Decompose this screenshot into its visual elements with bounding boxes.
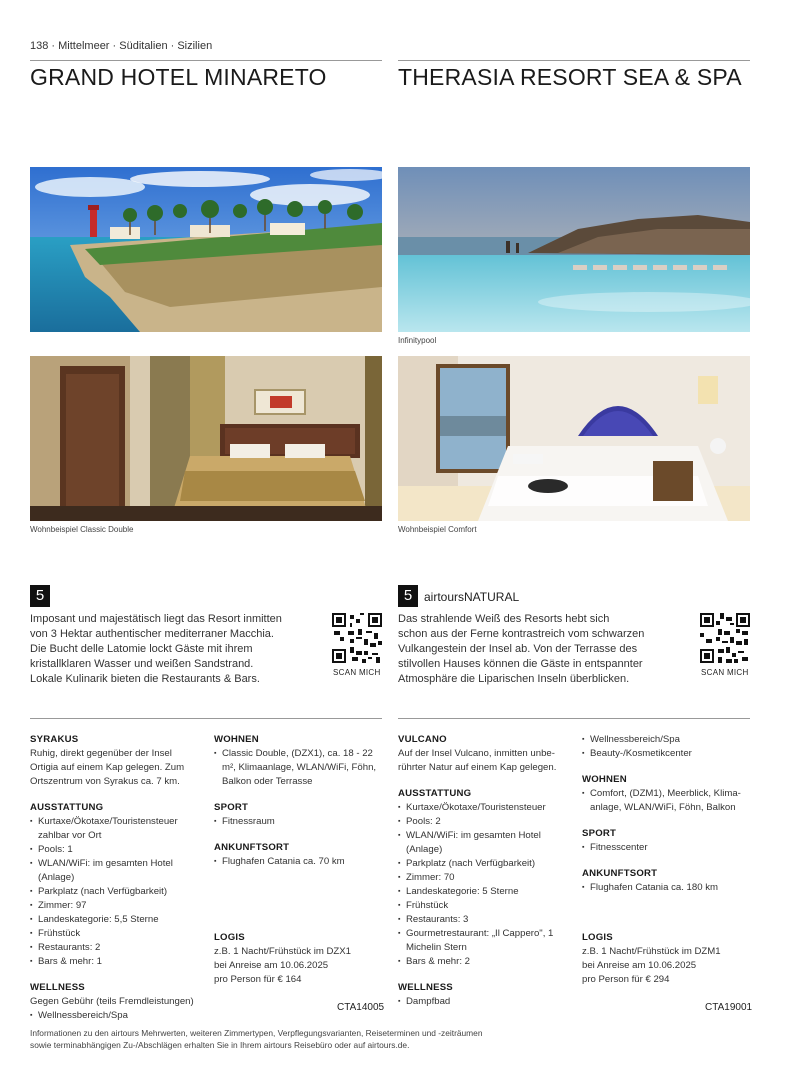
intro-line: schon aus der Ferne kontrastreich vom schwarzen — [398, 628, 645, 640]
list-item: ▪ Gourmetrestaurant: „Il Cappero", 1 Michelin Stern — [398, 927, 570, 955]
left-category-badge: 5 — [30, 585, 50, 607]
left-hotel-title: GRAND HOTEL MINARETO — [30, 64, 327, 90]
wohnen-heading: WOHNEN — [582, 774, 627, 785]
wellness-text: Gegen Gebühr (teils Fremdleistungen) — [30, 996, 194, 1007]
list-item: ▪ Landeskategorie: 5 Sterne — [398, 885, 570, 899]
left-details-col2 — [214, 733, 382, 869]
ausstattung-list — [30, 815, 202, 969]
list-item: ▪ Wellnessbereich/Spa — [582, 733, 750, 747]
intro-line: Vulkangestein der Insel ab. Von der Terrasse des — [398, 643, 638, 655]
wohnen-heading: WOHNEN — [214, 734, 259, 745]
wellness-list — [398, 995, 570, 1009]
ankunft-list — [582, 881, 750, 895]
right-scan-label: SCAN MICH — [701, 668, 749, 677]
list-item: ▪ Parkplatz (nach Verfügbarkeit) — [30, 885, 202, 899]
list-item: ▪ Flughafen Catania ca. 70 km — [214, 855, 382, 869]
intro-line: Das strahlende Weiß des Resorts hebt sich — [398, 613, 610, 625]
intro-line: von 3 Hektar authentischer mediterraner Macchia. — [30, 628, 274, 640]
list-item: ▪ Parkplatz (nach Verfügbarkeit) — [398, 857, 570, 871]
right-title-rule — [398, 60, 750, 61]
ausstattung-list — [398, 801, 570, 969]
left-intro — [30, 612, 320, 687]
logis-heading: LOGIS — [582, 932, 613, 943]
right-details-col1 — [398, 733, 570, 1009]
right-pool-caption: Infinitypool — [398, 336, 437, 345]
logis-line: pro Person für € 294 — [582, 974, 670, 985]
logis-heading: LOGIS — [214, 932, 245, 943]
list-item: ▪ Landeskategorie: 5,5 Sterne — [30, 913, 202, 927]
wellness-list — [30, 1009, 202, 1023]
ankunft-heading: ANKUNFTSORT — [582, 868, 658, 879]
right-hotel-title: THERASIA RESORT SEA & SPA — [398, 64, 742, 90]
right-category-badge: 5 — [398, 585, 418, 607]
left-scan-label: SCAN MICH — [333, 668, 381, 677]
list-item: ▪ WLAN/WiFi: im gesamten Hotel (Anlage) — [30, 857, 202, 885]
list-item: ▪ Fitnesscenter — [582, 841, 750, 855]
right-room-photo — [398, 356, 750, 521]
list-item: ▪ Flughafen Catania ca. 180 km — [582, 881, 750, 895]
wellness-heading: WELLNESS — [30, 982, 85, 993]
logis-line: z.B. 1 Nacht/Frühstück im DZM1 — [582, 946, 721, 957]
location-line: Ortszentrum von Syrakus ca. 7 km. — [30, 776, 180, 787]
intro-line: Lokale Kulinarik bieten die Restaurants & Bars. — [30, 673, 260, 685]
list-item: ▪ Bars & mehr: 2 — [398, 955, 570, 969]
list-item: ▪ Classic Double, (DZX1), ca. 18 - 22 m², Klimaanlage, WLAN/WiFi, Föhn, Balkon oder Terrasse — [214, 747, 382, 789]
location-heading: SYRAKUS — [30, 734, 79, 745]
breadcrumb: 138 · Mittelmeer · Süditalien · Sizilien — [30, 40, 213, 52]
right-qr-code[interactable] — [700, 613, 750, 663]
intro-line: Imposant und majestätisch liegt das Resort inmitten — [30, 613, 282, 625]
list-item: ▪ Dampfbad — [398, 995, 570, 1009]
list-item: ▪ Restaurants: 3 — [398, 913, 570, 927]
list-item: ▪ Pools: 2 — [398, 815, 570, 829]
wohnen-list — [582, 787, 750, 815]
list-item: ▪ Kurtaxe/Ökotaxe/Touristensteuer zahlbar vor Ort — [30, 815, 202, 843]
left-details-col1 — [30, 733, 202, 1023]
right-details-col2 — [582, 733, 750, 895]
right-room-caption: Wohnbeispiel Comfort — [398, 525, 477, 534]
left-room-photo — [30, 356, 382, 521]
intro-line: stilvollen Hauses können die Gäste in entspannter — [398, 658, 643, 670]
list-item: ▪ Fitnessraum — [214, 815, 382, 829]
right-brand-label: airtoursNATURAL — [424, 590, 520, 604]
list-item: ▪ Zimmer: 97 — [30, 899, 202, 913]
logis-line: bei Anreise am 10.06.2025 — [582, 960, 697, 971]
location-line: Ruhig, direkt gegenüber der Insel — [30, 748, 172, 759]
right-offer-code: CTA19001 — [705, 1002, 753, 1013]
list-item: ▪ Pools: 1 — [30, 843, 202, 857]
right-section-rule — [398, 718, 750, 719]
sport-heading: SPORT — [214, 802, 249, 813]
location-heading: VULCANO — [398, 734, 447, 745]
left-title-rule — [30, 60, 382, 61]
left-qr-code[interactable] — [332, 613, 382, 663]
logis-line: z.B. 1 Nacht/Frühstück im DZX1 — [214, 946, 352, 957]
list-item: ▪ Zimmer: 70 — [398, 871, 570, 885]
list-item: ▪ WLAN/WiFi: im gesamten Hotel (Anlage) — [398, 829, 570, 857]
ausstattung-heading: AUSSTATTUNG — [398, 788, 472, 799]
right-logis-block — [582, 931, 750, 987]
intro-line: Die Bucht delle Latomie lockt Gäste mit ihrem — [30, 643, 253, 655]
footnote — [30, 1027, 590, 1051]
list-item: ▪ Wellnessbereich/Spa — [30, 1009, 202, 1023]
intro-line: Atmosphäre die Liparischen Inseln überblicken. — [398, 673, 630, 685]
location-line: Auf der Insel Vulcano, inmitten unbe- — [398, 748, 555, 759]
left-coast-photo — [30, 167, 382, 332]
logis-line: pro Person für € 164 — [214, 974, 302, 985]
intro-line: kristallklaren Wasser und weißen Sandstrand. — [30, 658, 254, 670]
wellness-list-continued — [582, 733, 750, 761]
right-pool-photo — [398, 167, 750, 332]
list-item: ▪ Beauty-/Kosmetikcenter — [582, 747, 750, 761]
left-room-caption: Wohnbeispiel Classic Double — [30, 525, 134, 534]
footnote-line: sowie terminabhängigen Zu-/Abschlägen erhalten Sie in Ihrem airtours Reisebüro oder auf airtours.de. — [30, 1040, 410, 1050]
left-logis-block — [214, 931, 382, 987]
location-line: rührter Natur auf einem Kap gelegen. — [398, 762, 557, 773]
sport-list — [214, 815, 382, 829]
sport-list — [582, 841, 750, 855]
ausstattung-heading: AUSSTATTUNG — [30, 802, 104, 813]
list-item: ▪ Restaurants: 2 — [30, 941, 202, 955]
location-line: Ortigia auf einem Kap gelegen. Zum — [30, 762, 185, 773]
footnote-line: Informationen zu den airtours Mehrwerten, weiteren Zimmertypen, Verpflegungsvarianten, Reiseterminen und -zeiträumen — [30, 1028, 483, 1038]
wohnen-list — [214, 747, 382, 789]
left-offer-code: CTA14005 — [337, 1002, 385, 1013]
list-item: ▪ Kurtaxe/Ökotaxe/Touristensteuer — [398, 801, 570, 815]
list-item: ▪ Bars & mehr: 1 — [30, 955, 202, 969]
list-item: ▪ Frühstück — [30, 927, 202, 941]
wellness-heading: WELLNESS — [398, 982, 453, 993]
logis-line: bei Anreise am 10.06.2025 — [214, 960, 329, 971]
ankunft-heading: ANKUNFTSORT — [214, 842, 290, 853]
list-item: ▪ Comfort, (DZM1), Meerblick, Klima-anlage, WLAN/WiFi, Föhn, Balkon — [582, 787, 750, 815]
right-intro — [398, 612, 688, 687]
left-section-rule — [30, 718, 382, 719]
list-item: ▪ Frühstück — [398, 899, 570, 913]
sport-heading: SPORT — [582, 828, 617, 839]
ankunft-list — [214, 855, 382, 869]
